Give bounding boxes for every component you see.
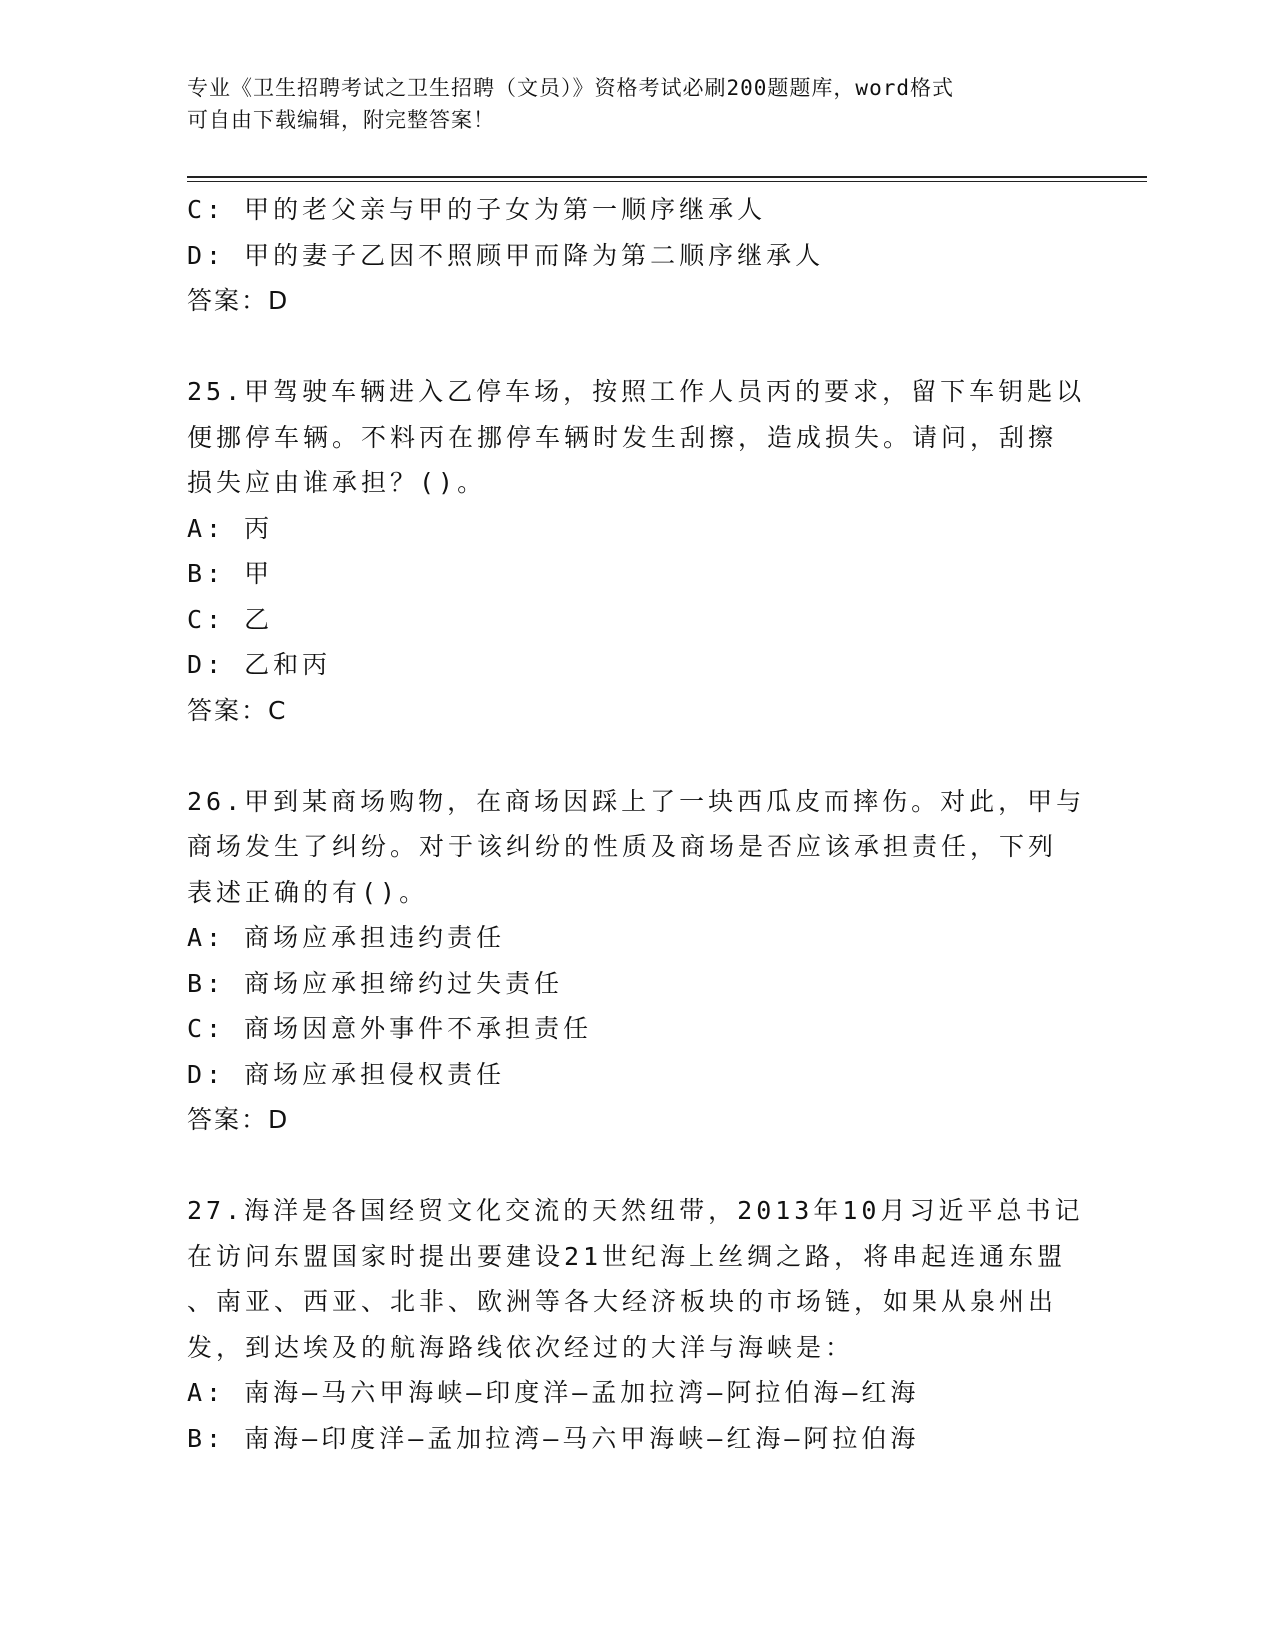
header-divider-thick <box>187 176 1147 178</box>
question-stem-line: 在访问东盟国家时提出要建设21世纪海上丝绸之路，将串起连通东盟 <box>187 1241 1067 1271</box>
question-27 <box>187 1188 1084 1461</box>
question-stem-line: 发，到达埃及的航海路线依次经过的大洋与海峡是： <box>187 1332 855 1362</box>
question-stem-line: 损失应由谁承担？()。 <box>187 468 487 497</box>
header-line-1: 专业《卫生招聘考试之卫生招聘（文员）》资格考试必刷200题题库，word格式 <box>187 76 954 100</box>
spacer <box>187 733 1067 779</box>
header-divider-thin <box>187 181 1147 182</box>
header-line-2: 可自由下载编辑，附完整答案！ <box>187 108 495 132</box>
spacer <box>187 1143 1067 1189</box>
answer-line: 答案：D <box>187 1105 290 1134</box>
option-b: B: 甲 <box>187 559 274 588</box>
option-d: D: 商场应承担侵权责任 <box>187 1059 506 1089</box>
option-d: D: 甲的妻子乙因不照顾甲而降为第二顺序继承人 <box>187 240 825 270</box>
question-stem-line: 27.海洋是各国经贸文化交流的天然纽带，2013年10月习近平总书记 <box>187 1196 1084 1225</box>
answer-line: 答案：D <box>187 286 290 315</box>
carryover-question <box>187 187 1067 324</box>
question-stem-line: 表述正确的有()。 <box>187 877 429 907</box>
option-d: D: 乙和丙 <box>187 650 332 679</box>
question-stem-line: 商场发生了纠纷。对于该纠纷的性质及商场是否应该承担责任，下列 <box>187 832 1058 861</box>
question-25 <box>187 369 1086 733</box>
question-stem-line: 、南亚、西亚、北非、欧洲等各大经济板块的市场链，如果从泉州出 <box>187 1287 1058 1316</box>
option-c: C: 乙 <box>187 604 274 634</box>
document-body <box>187 187 1086 1461</box>
question-stem-line: 25.甲驾驶车辆进入乙停车场，按照工作人员丙的要求，留下车钥匙以 <box>187 377 1086 406</box>
question-stem-line: 26.甲到某商场购物，在商场因踩上了一块西瓜皮而摔伤。对此，甲与 <box>187 786 1086 816</box>
option-a: A: 南海—马六甲海峡—印度洋—孟加拉湾—阿拉伯海—红海 <box>187 1378 920 1407</box>
document-header <box>187 72 1067 136</box>
option-a: A: 丙 <box>187 513 274 543</box>
answer-line: 答案：C <box>187 695 288 725</box>
option-c: C: 甲的老父亲与甲的子女为第一顺序继承人 <box>187 195 767 224</box>
spacer <box>187 324 1067 370</box>
question-26 <box>187 779 1086 1143</box>
option-a: A: 商场应承担违约责任 <box>187 923 506 952</box>
option-b: B: 商场应承担缔约过失责任 <box>187 968 564 998</box>
option-b: B: 南海—印度洋—孟加拉湾—马六甲海峡—红海—阿拉伯海 <box>187 1423 920 1453</box>
question-stem-line: 便挪停车辆。不料丙在挪停车辆时发生刮擦，造成损失。请问，刮擦 <box>187 422 1058 452</box>
option-c: C: 商场因意外事件不承担责任 <box>187 1014 593 1043</box>
